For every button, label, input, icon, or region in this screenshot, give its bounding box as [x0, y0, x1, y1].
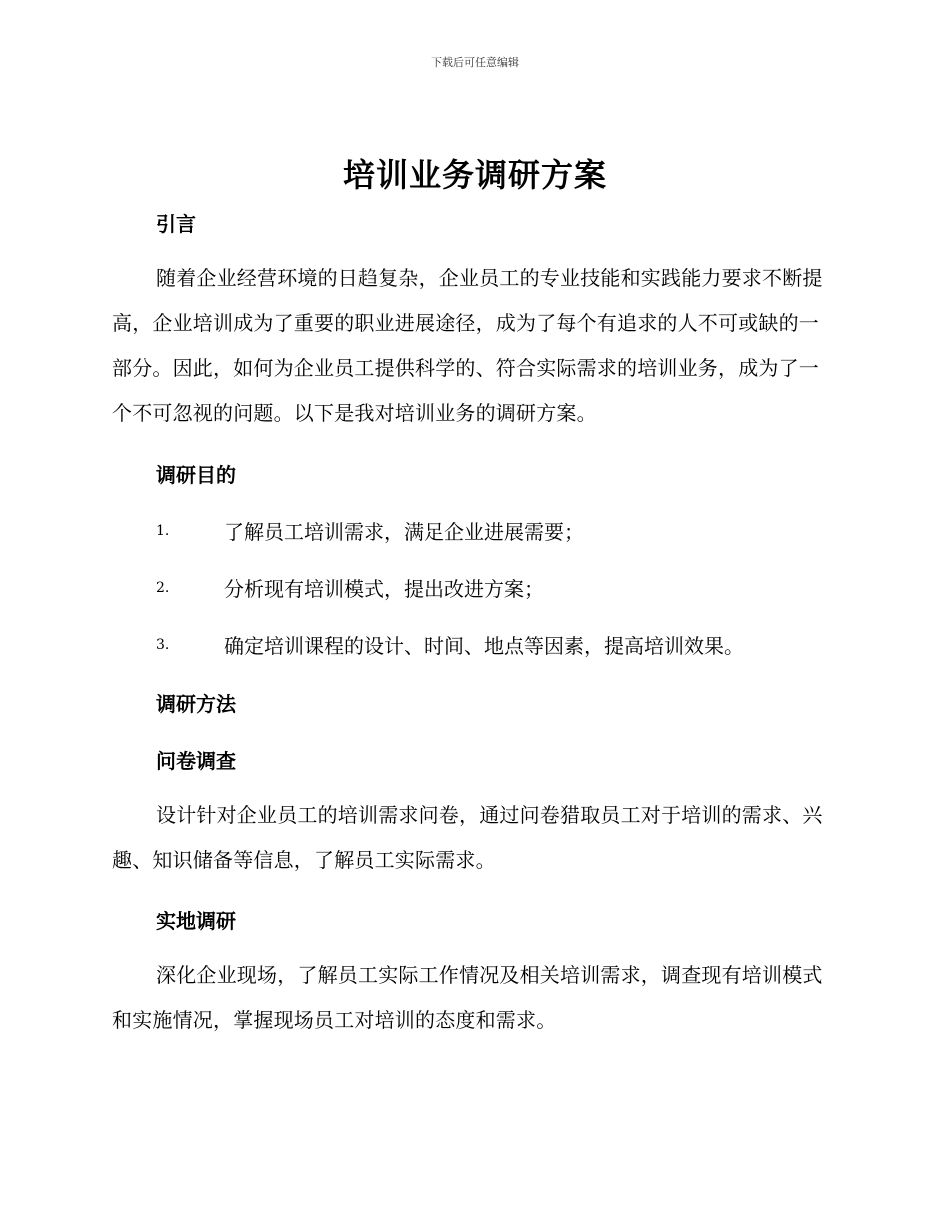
- list-text: 确定培训课程的设计、时间、地点等因素，提高培训效果。: [224, 634, 744, 658]
- field-paragraph: 深化企业现场，了解员工实际工作情况及相关培训需求，调查现有培训模式和实施情况，掌握现场员工对培训的态度和需求。: [112, 963, 823, 1032]
- intro-heading: 引言: [156, 212, 196, 236]
- list-item: [156, 573, 856, 602]
- list-item: [156, 630, 856, 659]
- survey-heading: 问卷调查: [156, 749, 236, 773]
- list-number: 3.: [156, 636, 170, 653]
- header-note: 下载后可任意编辑: [431, 56, 519, 69]
- method-heading: 调研方法: [156, 692, 236, 716]
- list-item: [156, 516, 856, 545]
- list-number: 2.: [156, 579, 170, 596]
- intro-paragraph: 随着企业经营环境的日趋复杂，企业员工的专业技能和实践能力要求不断提高，企业培训成为了重要的职业进展途径，成为了每个有追求的人不可或缺的一部分。因此，如何为企业员工提供科学的、符合实际需求的培训业务，成为了一个不可忽视的问题。以下是我对培训业务的调研方案。: [112, 266, 823, 425]
- document-title: 培训业务调研方案: [342, 156, 607, 194]
- list-number: 1.: [156, 522, 170, 539]
- list-text: 分析现有培训模式，提出改进方案；: [224, 577, 544, 601]
- survey-paragraph: 设计针对企业员工的培训需求问卷，通过问卷猎取员工对于培训的需求、兴趣、知识储备等信息，了解员工实际需求。: [112, 803, 823, 872]
- field-heading: 实地调研: [156, 909, 236, 933]
- list-text: 了解员工培训需求，满足企业进展需要；: [224, 520, 584, 544]
- purpose-heading: 调研目的: [156, 463, 236, 487]
